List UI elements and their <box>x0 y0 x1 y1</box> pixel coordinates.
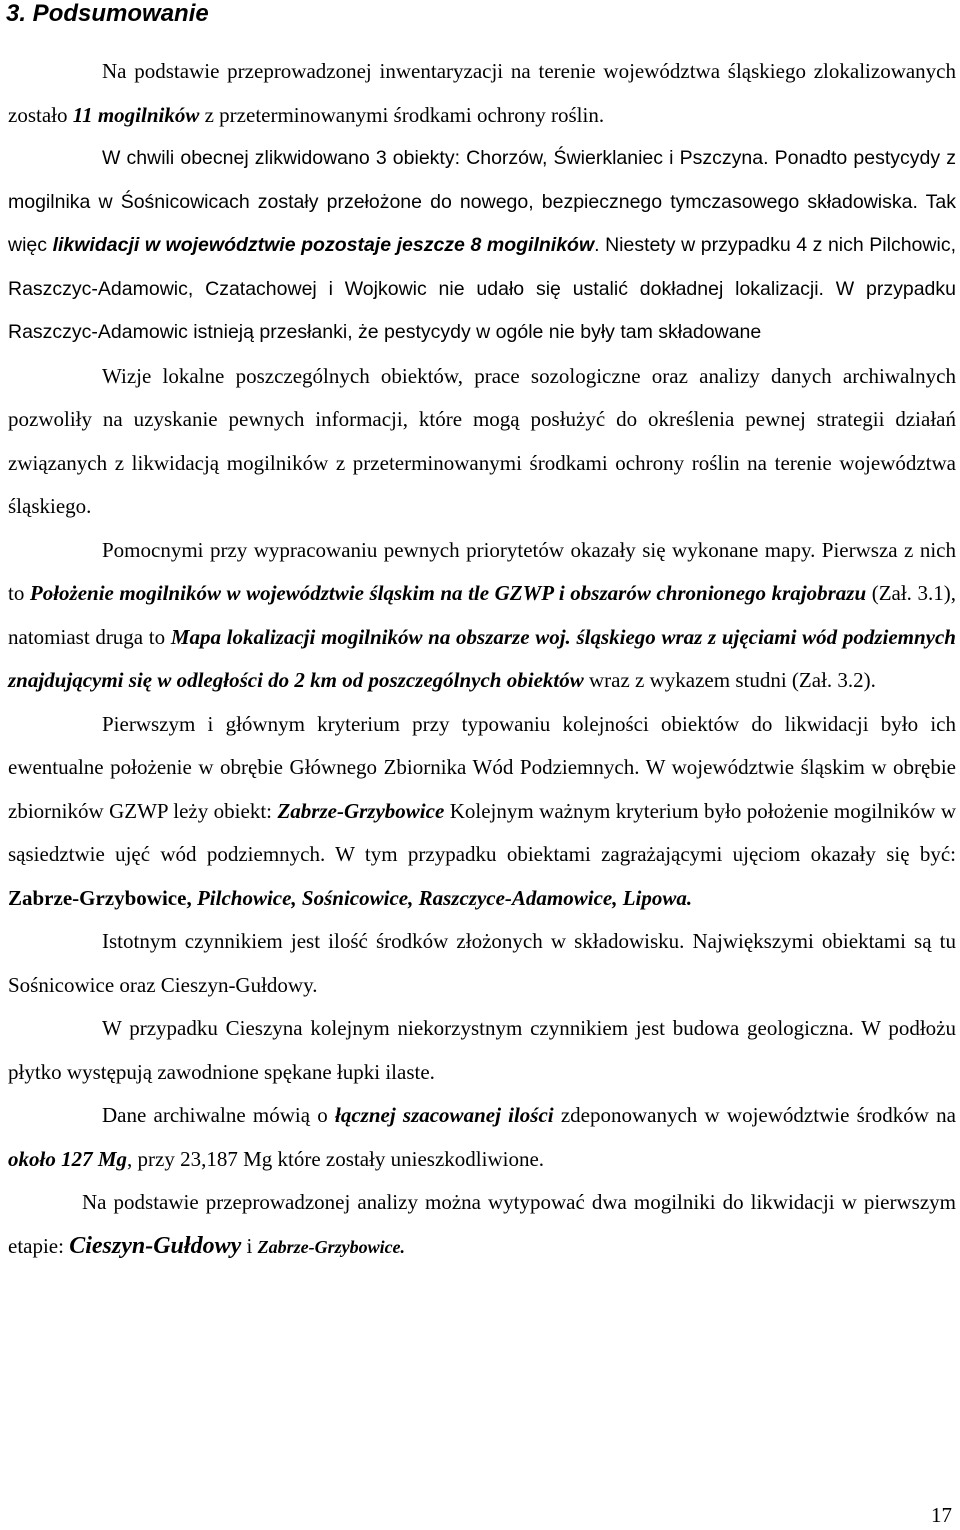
paragraph-site-visits: Wizje lokalne poszczególnych obiektów, prace sozologiczne oraz analizy danych archiwalnych pozwoliły na uzyskanie pewnych informacji, które mogą posłużyć do określenia pewnej strategii działań związanych z likwidacją mogilników z przeterminowanymi środkami ochrony roślin na terenie województwa śląskiego. <box>8 363 956 518</box>
site-name-2: Zabrze-Grzybowice. <box>257 1236 406 1257</box>
text-run: Pomocnymi przy wypracowaniu pewnych priorytetów okazały się wykonane mapy. Pierwsza z nich to <box>8 537 956 605</box>
emphasis-text: likwidacji w województwie pozostaje jeszcze 8 mogilników <box>52 234 595 256</box>
site-name-1: Cieszyn-Gułdowy <box>69 1232 242 1259</box>
emphasis-text: łącznej szacowanej ilości <box>335 1103 554 1127</box>
text-run: (Zał. 3.1), natomiast druga to <box>8 581 956 649</box>
text-run: Dane archiwalne mówią o <box>102 1103 335 1127</box>
emphasis-text: Zabrze-Grzybowice, <box>8 885 197 910</box>
text-run: zdeponowanych w województwie środków na <box>553 1103 956 1127</box>
section-heading: 3. Podsumowanie <box>6 0 209 27</box>
page-number: 17 <box>931 1503 952 1527</box>
text-run: , przy 23,187 Mg które zostały unieszkodliwione. <box>127 1146 545 1171</box>
emphasis-text: około 127 Mg <box>8 1146 128 1171</box>
paragraph-criteria <box>8 703 956 921</box>
map-title-2: Mapa lokalizacji mogilników na obszarze woj. śląskiego wraz z ujęciami wód podziemnych znajdującymi się w odległości do 2 km od poszczególnych obiektów <box>8 624 956 692</box>
text-run: z przeterminowanymi środkami ochrony roślin. <box>199 102 605 127</box>
text-run: Na podstawie przeprowadzonej analizy można wytypować dwa mogilniki do likwidacji w pierwszym etapie: <box>8 1190 956 1258</box>
document-body <box>8 50 956 1269</box>
text-run: wraz z wykazem studni (Zał. 3.2). <box>583 668 876 692</box>
paragraph-inventory <box>8 50 956 137</box>
text-run: W chwili obecnej zlikwidowano 3 obiekty: Chorzów, Świerklaniec i Pszczyna. Ponadto pestycydy z mogilnika w Śośnicowicach zostały przełożone do nowego, bezpiecznego tymczasowego składowiska. Tak więc <box>8 147 956 256</box>
paragraph-geology: W przypadku Cieszyna kolejnym niekorzystnym czynnikiem jest budowa geologiczna. W podłożu płytko występują zawodnione spękane łupki ilaste. <box>8 1016 956 1084</box>
paragraph-archive <box>8 1094 956 1181</box>
emphasis-text: Zabrze-Grzybowice <box>277 798 445 823</box>
text-run: Na podstawie przeprowadzonej inwentaryzacji na terenie województwa śląskiego zlokalizowanych zostało <box>8 59 956 127</box>
text-run: . Niestety w przypadku 4 z nich Pilchowic, Raszczyc-Adamowic, Czatachowej i Wojkowic nie udało się ustalić dokładnej lokalizacji. W przypadku Raszczyc-Adamowic istnieją przesłanki, że pestycydy w ogóle nie były tam składowane <box>8 234 956 343</box>
paragraph-maps <box>8 529 956 703</box>
emphasis-text: Pilchowice, Sośnicowice, Raszczyce-Adamowice, Lipowa. <box>196 885 693 910</box>
paragraph-conclusion <box>8 1181 956 1269</box>
text-run: i <box>241 1233 258 1258</box>
emphasis-text: 11 mogilników <box>72 102 200 127</box>
text-run: Kolejnym ważnym kryterium było położenie mogilników w sąsiedztwie ujęć wód podziemnych. W tym przypadku obiektami zagrażającymi ujęciom okazały się być: <box>8 798 956 866</box>
text-run: Pierwszym i głównym kryterium przy typowaniu kolejności obiektów do likwidacji było ich ewentualne położenie w obrębie Głównego Zbiornika Wód Podziemnych. W województwie śląskim w obrębie zbiorników GZWP leży obiekt: <box>8 711 956 823</box>
map-title-1: Położenie mogilników w województwie śląskim na tle GZWP i obszarów chronionego krajobrazu <box>29 581 867 605</box>
paragraph-quantity: Istotnym czynnikiem jest ilość środków złożonych w składowisku. Największymi obiektami są tu Sośnicowice oraz Cieszyn-Gułdowy. <box>8 929 956 997</box>
paragraph-liquidated <box>8 137 956 355</box>
